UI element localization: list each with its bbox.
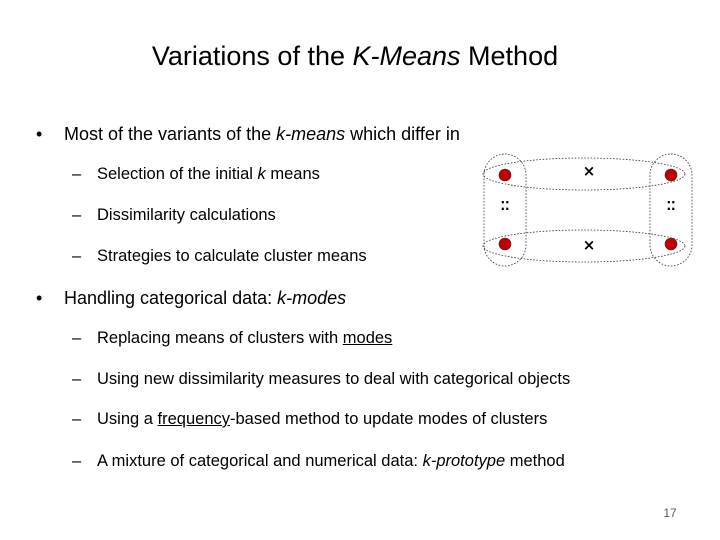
- data-point: [499, 169, 511, 181]
- text-run-italic: k-modes: [277, 288, 347, 308]
- sub-bullet-text: [97, 163, 320, 185]
- bullet-text: [64, 122, 460, 146]
- text-run: means: [265, 165, 320, 183]
- bullet-mark: •: [36, 288, 43, 308]
- tie-marker: ⁚⁚: [666, 199, 676, 213]
- title-after: Method: [460, 41, 559, 71]
- text-run: -based method to update modes of clusters: [230, 410, 548, 428]
- data-point: [499, 238, 511, 250]
- dash-mark: –: [72, 410, 82, 428]
- text-run-italic: k: [257, 165, 266, 183]
- dash-mark: –: [72, 165, 82, 183]
- dash-mark: –: [72, 370, 82, 388]
- tie-marker: ⁚⁚: [500, 199, 510, 213]
- sub-bullet-text: Using new dissimilarity measures to deal with categorical objects: [97, 370, 571, 388]
- text-run: Handling categorical data:: [64, 288, 278, 308]
- dash-mark: –: [72, 452, 82, 470]
- dash-mark: –: [72, 247, 82, 265]
- bullet-text: [64, 286, 346, 310]
- title-before: Variations of the: [151, 41, 353, 71]
- dash-mark: –: [72, 329, 82, 347]
- title-emph: K-Means: [352, 41, 461, 71]
- dash-mark: –: [72, 206, 82, 224]
- mean-marker: ×: [582, 236, 596, 254]
- text-run-underlined: modes: [342, 329, 393, 347]
- text-run-underlined: frequency: [157, 410, 230, 428]
- cluster-diagram: [470, 148, 698, 270]
- sub-bullet-text: [97, 450, 565, 472]
- page-number: 17: [663, 506, 677, 520]
- text-run: Replacing means of clusters with: [97, 329, 343, 347]
- mean-marker: ×: [582, 162, 596, 180]
- bullet-mark: •: [36, 124, 43, 144]
- data-point: [665, 169, 677, 181]
- text-run: Most of the variants of the: [64, 124, 277, 144]
- sub-bullet-text: Dissimilarity calculations: [97, 206, 276, 224]
- text-run: A mixture of categorical and numerical data:: [97, 452, 423, 470]
- text-run: Selection of the initial: [97, 165, 258, 183]
- text-run: Using a: [97, 410, 158, 428]
- sub-bullet-text: [97, 408, 547, 430]
- text-run: which differ in: [345, 124, 460, 144]
- slide-title: [0, 36, 710, 76]
- sub-bullet-text: Strategies to calculate cluster means: [97, 247, 367, 265]
- data-point: [665, 238, 677, 250]
- sub-bullet-text: [97, 327, 392, 349]
- text-run: method: [505, 452, 565, 470]
- text-run-italic: k-means: [276, 124, 346, 144]
- text-run-italic: k-prototype: [422, 452, 506, 470]
